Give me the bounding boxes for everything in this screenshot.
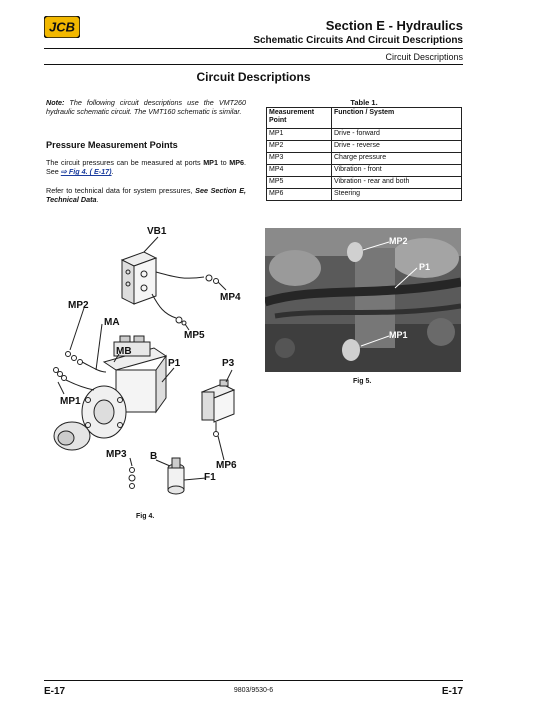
technical-data-reference: See Section E, Technical Data bbox=[46, 186, 246, 204]
fig5-label-mp2: MP2 bbox=[389, 236, 408, 246]
para2-end: . bbox=[96, 195, 99, 204]
fig5-label-p1: P1 bbox=[419, 262, 431, 272]
fig4-link[interactable]: ⇨ Fig 4. ( E-17) bbox=[60, 167, 112, 176]
fig4-label-mp6: MP6 bbox=[216, 460, 237, 471]
para1-mp6: MP6 bbox=[229, 158, 244, 167]
table-cell: Charge pressure bbox=[332, 153, 462, 165]
fig4-label-b: B bbox=[150, 451, 158, 462]
header-rule bbox=[44, 48, 463, 49]
table-row bbox=[267, 153, 462, 165]
footer-page-number-left: E-17 bbox=[44, 686, 66, 697]
fig4-label-mp4: MP4 bbox=[220, 292, 241, 303]
fig4-label-p1: P1 bbox=[168, 358, 181, 369]
table-cell: MP1 bbox=[267, 129, 332, 141]
column-header: Measurement Point bbox=[267, 108, 332, 129]
column-header: Function / System bbox=[332, 108, 462, 129]
fig4-label-f1: F1 bbox=[204, 472, 216, 483]
para1-end: . bbox=[111, 167, 114, 176]
table-cell: MP4 bbox=[267, 165, 332, 177]
table-cell: Drive - forward bbox=[332, 129, 462, 141]
fig4-caption: Fig 4. bbox=[136, 513, 155, 520]
note-paragraph bbox=[46, 98, 246, 116]
table-cell: MP6 bbox=[267, 189, 332, 201]
footer-document-number: 9803/9530-6 bbox=[233, 687, 274, 694]
note-text: The following circuit descriptions use the VMT260 hydraulic schematic circuit. The VMT160 schematic is similar. bbox=[46, 98, 246, 116]
table-cell: Vibration - rear and both bbox=[332, 177, 462, 189]
table-cell: Steering bbox=[332, 189, 462, 201]
para1-to: to bbox=[217, 158, 230, 167]
fig4-label-mp2: MP2 bbox=[68, 300, 89, 311]
para1-mp1: MP1 bbox=[203, 158, 218, 167]
header-rule-secondary bbox=[44, 64, 463, 65]
table-row bbox=[267, 141, 462, 153]
footer-page-number-right: E-17 bbox=[441, 686, 463, 697]
technical-data-paragraph bbox=[46, 186, 246, 204]
table-cell: Vibration - front bbox=[332, 165, 462, 177]
fig4-label-p3: P3 bbox=[222, 358, 235, 369]
measurement-points-table bbox=[266, 107, 462, 201]
note-label: Note: bbox=[46, 98, 65, 107]
table-caption: Table 1. bbox=[350, 98, 378, 107]
footer-rule bbox=[44, 680, 463, 681]
fig4-label-ma: MA bbox=[104, 317, 120, 328]
svg-text:JCB: JCB bbox=[48, 19, 76, 35]
fig5-photo bbox=[265, 228, 461, 372]
table-row bbox=[267, 189, 462, 201]
jcb-logo bbox=[44, 16, 80, 38]
table-row bbox=[267, 177, 462, 189]
fig4-label-mp5: MP5 bbox=[184, 330, 205, 341]
fig5-label-mp1: MP1 bbox=[389, 330, 408, 340]
fig4-label-mb: MB bbox=[116, 346, 132, 357]
pressure-points-heading: Pressure Measurement Points bbox=[46, 140, 178, 150]
table-cell: MP3 bbox=[267, 153, 332, 165]
section-title: Section E - Hydraulics bbox=[325, 18, 463, 33]
table-cell: MP5 bbox=[267, 177, 332, 189]
page-title: Circuit Descriptions bbox=[196, 70, 311, 84]
fig4-label-mp1: MP1 bbox=[60, 396, 81, 407]
fig4-label-mp3: MP3 bbox=[106, 449, 127, 460]
ports-paragraph bbox=[46, 158, 246, 176]
table-row bbox=[267, 129, 462, 141]
para1-see: . See bbox=[46, 158, 246, 176]
fig5-caption: Fig 5. bbox=[353, 378, 372, 385]
fig4-label-vb1: VB1 bbox=[147, 226, 167, 237]
table-row bbox=[267, 165, 462, 177]
para2-text: Refer to technical data for system pressures, bbox=[46, 186, 196, 195]
table-cell: MP2 bbox=[267, 141, 332, 153]
table-header-row bbox=[267, 108, 462, 129]
fig4-illustration bbox=[44, 222, 254, 512]
table-cell: Drive - reverse bbox=[332, 141, 462, 153]
para1-text: The circuit pressures can be measured at ports bbox=[46, 158, 204, 167]
breadcrumb: Circuit Descriptions bbox=[385, 52, 463, 62]
section-subtitle: Schematic Circuits And Circuit Descriptions bbox=[253, 35, 463, 46]
